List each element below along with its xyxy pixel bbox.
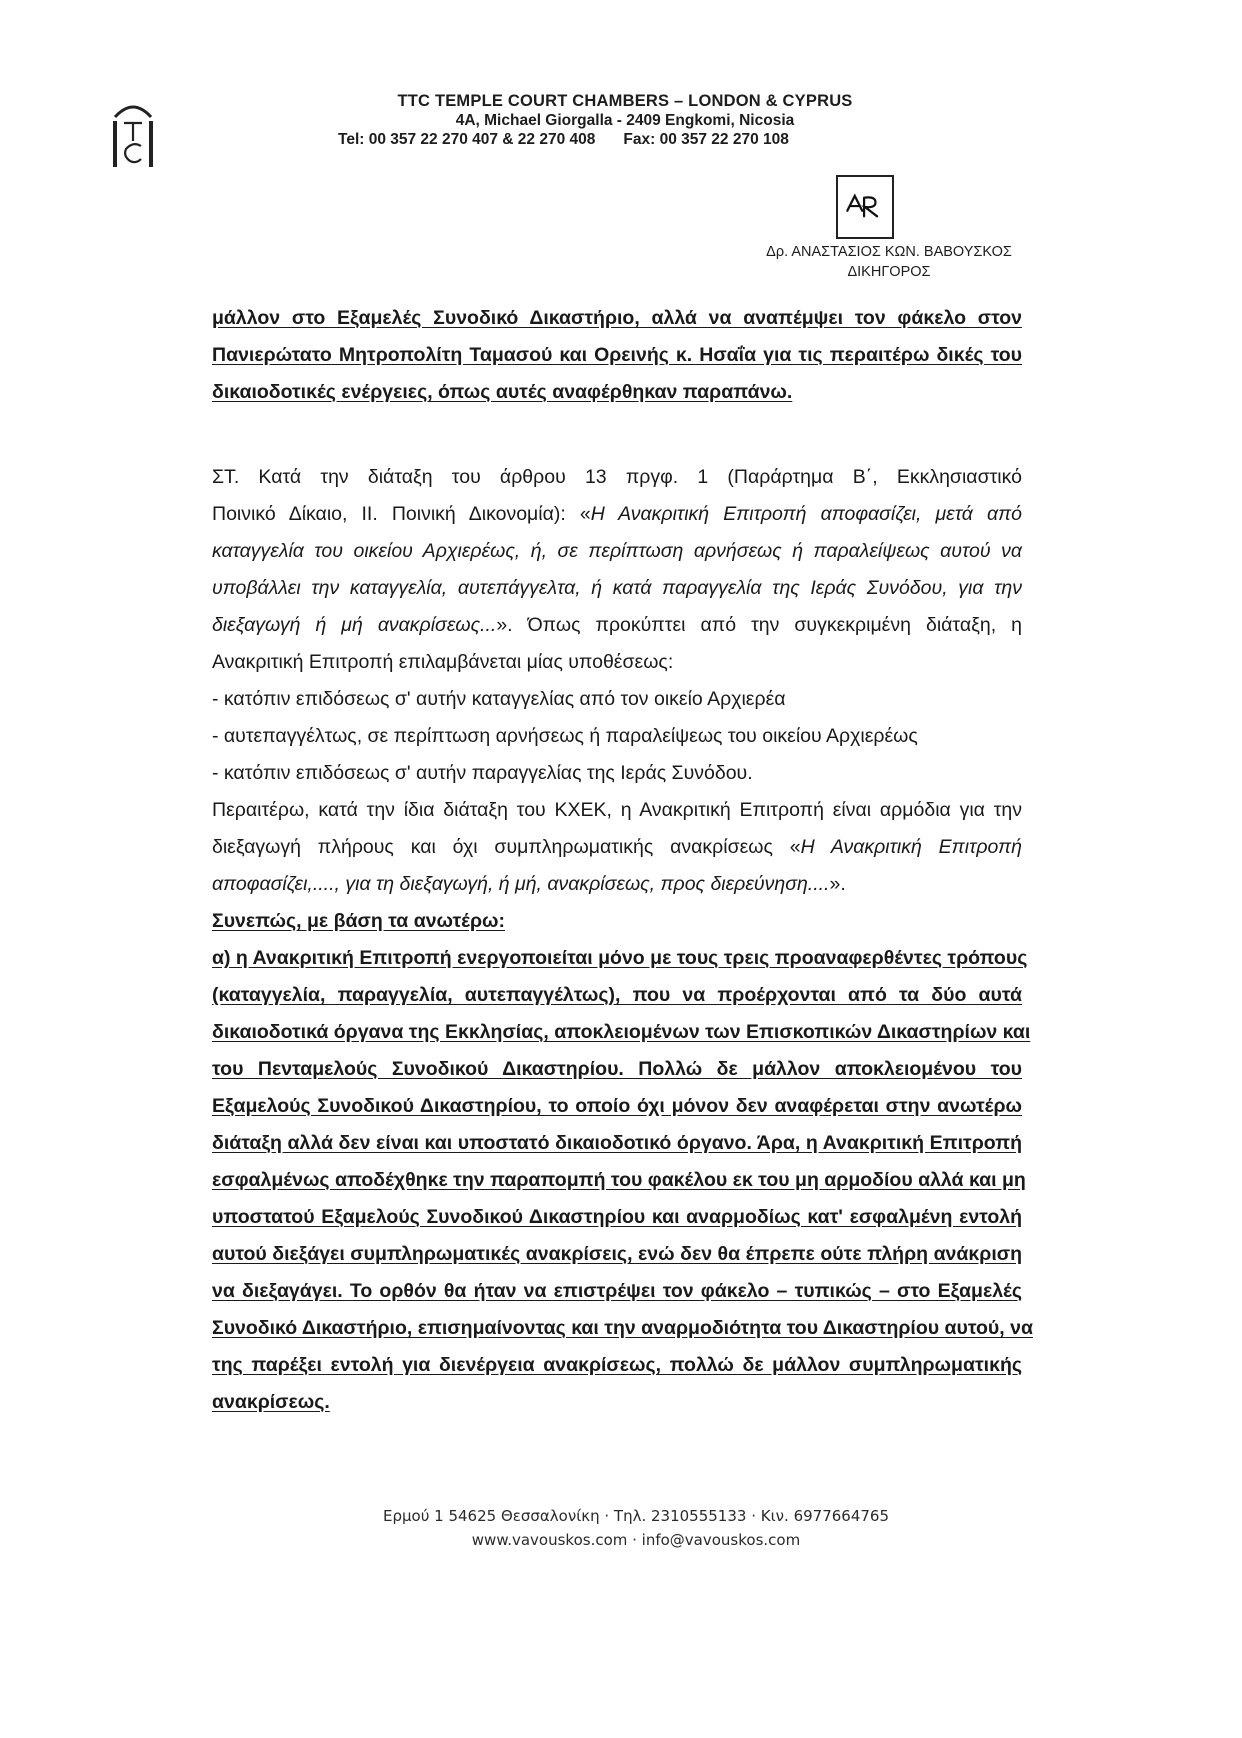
conclusion-line: αυτού διεξάγει συμπληρωματικές ανακρίσεις, ενώ δεν θα έπρεπε ούτε πλήρη ανάκριση: [212, 1243, 1022, 1265]
bullet-item: - κατόπιν επιδόσεως σ' αυτήν παραγγελίας της Ιεράς Συνόδου.: [212, 762, 753, 784]
text-run: ». Όπως προκύπτει από την συγκεκριμένη διάταξη, η: [496, 614, 1022, 636]
ar-initials-mark: [836, 175, 894, 239]
quote-line: καταγγελία του οικείου Αρχιερέως, ή, σε περίπτωση αρνήσεως ή παραλείψεως αυτού να: [212, 540, 1022, 562]
quote-run: Η Ανακριτική Επιτροπή αποφασίζει, μετά από: [590, 503, 1022, 525]
conclusion-heading: Συνεπώς, με βάση τα ανωτέρω:: [212, 910, 506, 932]
page-footer: [330, 1504, 942, 1552]
conclusion-line: α) η Ανακριτική Επιτροπή ενεργοποιείται μόνο με τους τρεις προαναφερθέντες τρόπους: [212, 947, 1028, 969]
section-st-line: [212, 607, 1022, 644]
conclusion-line: Εξαμελούς Συνοδικού Δικαστηρίου, το οποίο όχι μόνον δεν αναφέρεται στην ανωτέρω: [212, 1095, 1022, 1117]
firm-name: TTC TEMPLE COURT CHAMBERS – LONDON & CYPRUS: [397, 92, 853, 110]
conclusion-line: του Πενταμελούς Συνοδικού Δικαστηρίου. Πολλώ δε μάλλον αποκλειομένου του: [212, 1058, 1022, 1080]
conclusion-line: διάταξη αλλά δεν είναι και υποστατό δικαιοδοτικό όργανο. Άρα, η Ανακριτική Επιτροπή: [212, 1132, 1022, 1154]
footer-address: Ερμού 1 54625 Θεσσαλονίκη · Τηλ. 2310555133 · Κιν. 6977664765: [382, 1507, 890, 1525]
body-text: [212, 300, 1033, 1421]
letterhead: [320, 92, 930, 149]
section-st-line: [212, 829, 1022, 866]
lawyer-block: [760, 242, 1018, 282]
section-st-line: ΣΤ. Κατά την διάταξη του άρθρου 13 πργφ. 1 (Παράρτημα Β΄, Εκκλησιαστικό: [212, 466, 1022, 488]
quote-line: υποβάλλει την καταγγελία, αυτεπάγγελτα, ή κατά παραγγελία της Ιεράς Συνόδου, για την: [212, 577, 1022, 599]
firm-fax: Fax: 00 357 22 270 108: [623, 131, 789, 148]
lawyer-name: Δρ. ΑΝΑΣΤΑΣΙΟΣ ΚΩΝ. ΒΑΒΟΥΣΚΟΣ: [766, 244, 1012, 260]
text-run: ».: [829, 873, 846, 895]
conclusion-line: Συνοδικό Δικαστήριο, επισημαίνοντας και την αναρμοδιότητα του Δικαστηρίου αυτού, να: [212, 1317, 1033, 1339]
conclusion-line: υποστατού Εξαμελούς Συνοδικού Δικαστηρίου και αναρμοδίως κατ' εσφαλμένη εντολή: [212, 1206, 1022, 1228]
intro-line: δικαιοδοτικές ενέργειες, όπως αυτές αναφέρθηκαν παραπάνω.: [212, 381, 793, 403]
bullet-item: - αυτεπαγγέλτως, σε περίπτωση αρνήσεως ή παραλείψεως του οικείου Αρχιερέως: [212, 725, 918, 747]
section-st-line: Περαιτέρω, κατά την ίδια διάταξη του ΚΧΕΚ, η Ανακριτική Επιτροπή είναι αρμόδια για την: [212, 799, 1022, 821]
section-st-line: [212, 496, 1022, 533]
intro-line: Πανιερώτατο Μητροπολίτη Ταμασού και Ορεινής κ. Ησαΐα για τις περαιτέρω δικές του: [212, 344, 1022, 366]
firm-address: 4A, Michael Giorgalla - 2409 Engkomi, Nicosia: [455, 112, 795, 129]
quote-run: Η Ανακριτική Επιτροπή: [800, 836, 1022, 858]
section-st-line: [212, 866, 1022, 903]
firm-contact: [320, 130, 930, 149]
firm-tel: Tel: 00 357 22 270 407 & 22 270 408: [338, 131, 596, 148]
quote-run: αποφασίζει,...., για τη διεξαγωγή, ή μή, ανακρίσεως, προς διερεύνηση....: [212, 873, 830, 895]
quote-run: διεξαγωγή ή μή ανακρίσεως...: [212, 614, 497, 636]
intro-line: μάλλον στο Εξαμελές Συνοδικό Δικαστήριο, αλλά να αναπέμψει τον φάκελο στον: [212, 307, 1022, 329]
conclusion-line: ανακρίσεως.: [212, 1391, 330, 1413]
conclusion-line: της παρέξει εντολή για διενέργεια ανακρίσεως, πολλώ δε μάλλον συμπληρωματικής: [212, 1354, 1022, 1376]
conclusion-line: δικαιοδοτικά όργανα της Εκκλησίας, αποκλειομένων των Επισκοπικών Δικαστηρίων και: [212, 1021, 1031, 1043]
bullet-item: - κατόπιν επιδόσεως σ' αυτήν καταγγελίας από τον οικείο Αρχιερέα: [212, 688, 786, 710]
section-st-line: Ανακριτική Επιτροπή επιλαμβάνεται μίας υποθέσεως:: [212, 651, 674, 673]
lawyer-title: ΔΙΚΗΓΟΡΟΣ: [847, 264, 931, 280]
text-run: διεξαγωγή πλήρους και όχι συμπληρωματικής ανακρίσεως «: [212, 836, 801, 858]
conclusion-line: εσφαλμένως αποδέχθηκε την παραπομπή του φακέλου εκ του μη αρμοδίου αλλά και μη: [212, 1169, 1026, 1191]
text-run: Ποινικό Δίκαιο, ΙΙ. Ποινική Δικονομία): «: [212, 503, 591, 525]
conclusion-line: (καταγγελία, παραγγελία, αυτεπαγγέλτως), που να προέρχονται από τα δύο αυτά: [212, 984, 1022, 1006]
tc-logo-icon: [108, 93, 158, 169]
footer-web: www.vavouskos.com · info@vavouskos.com: [471, 1531, 801, 1549]
conclusion-line: να διεξαγάγει. Το ορθόν θα ήταν να επιστρέψει τον φάκελο – τυπικώς – στο Εξαμελές: [212, 1280, 1022, 1302]
